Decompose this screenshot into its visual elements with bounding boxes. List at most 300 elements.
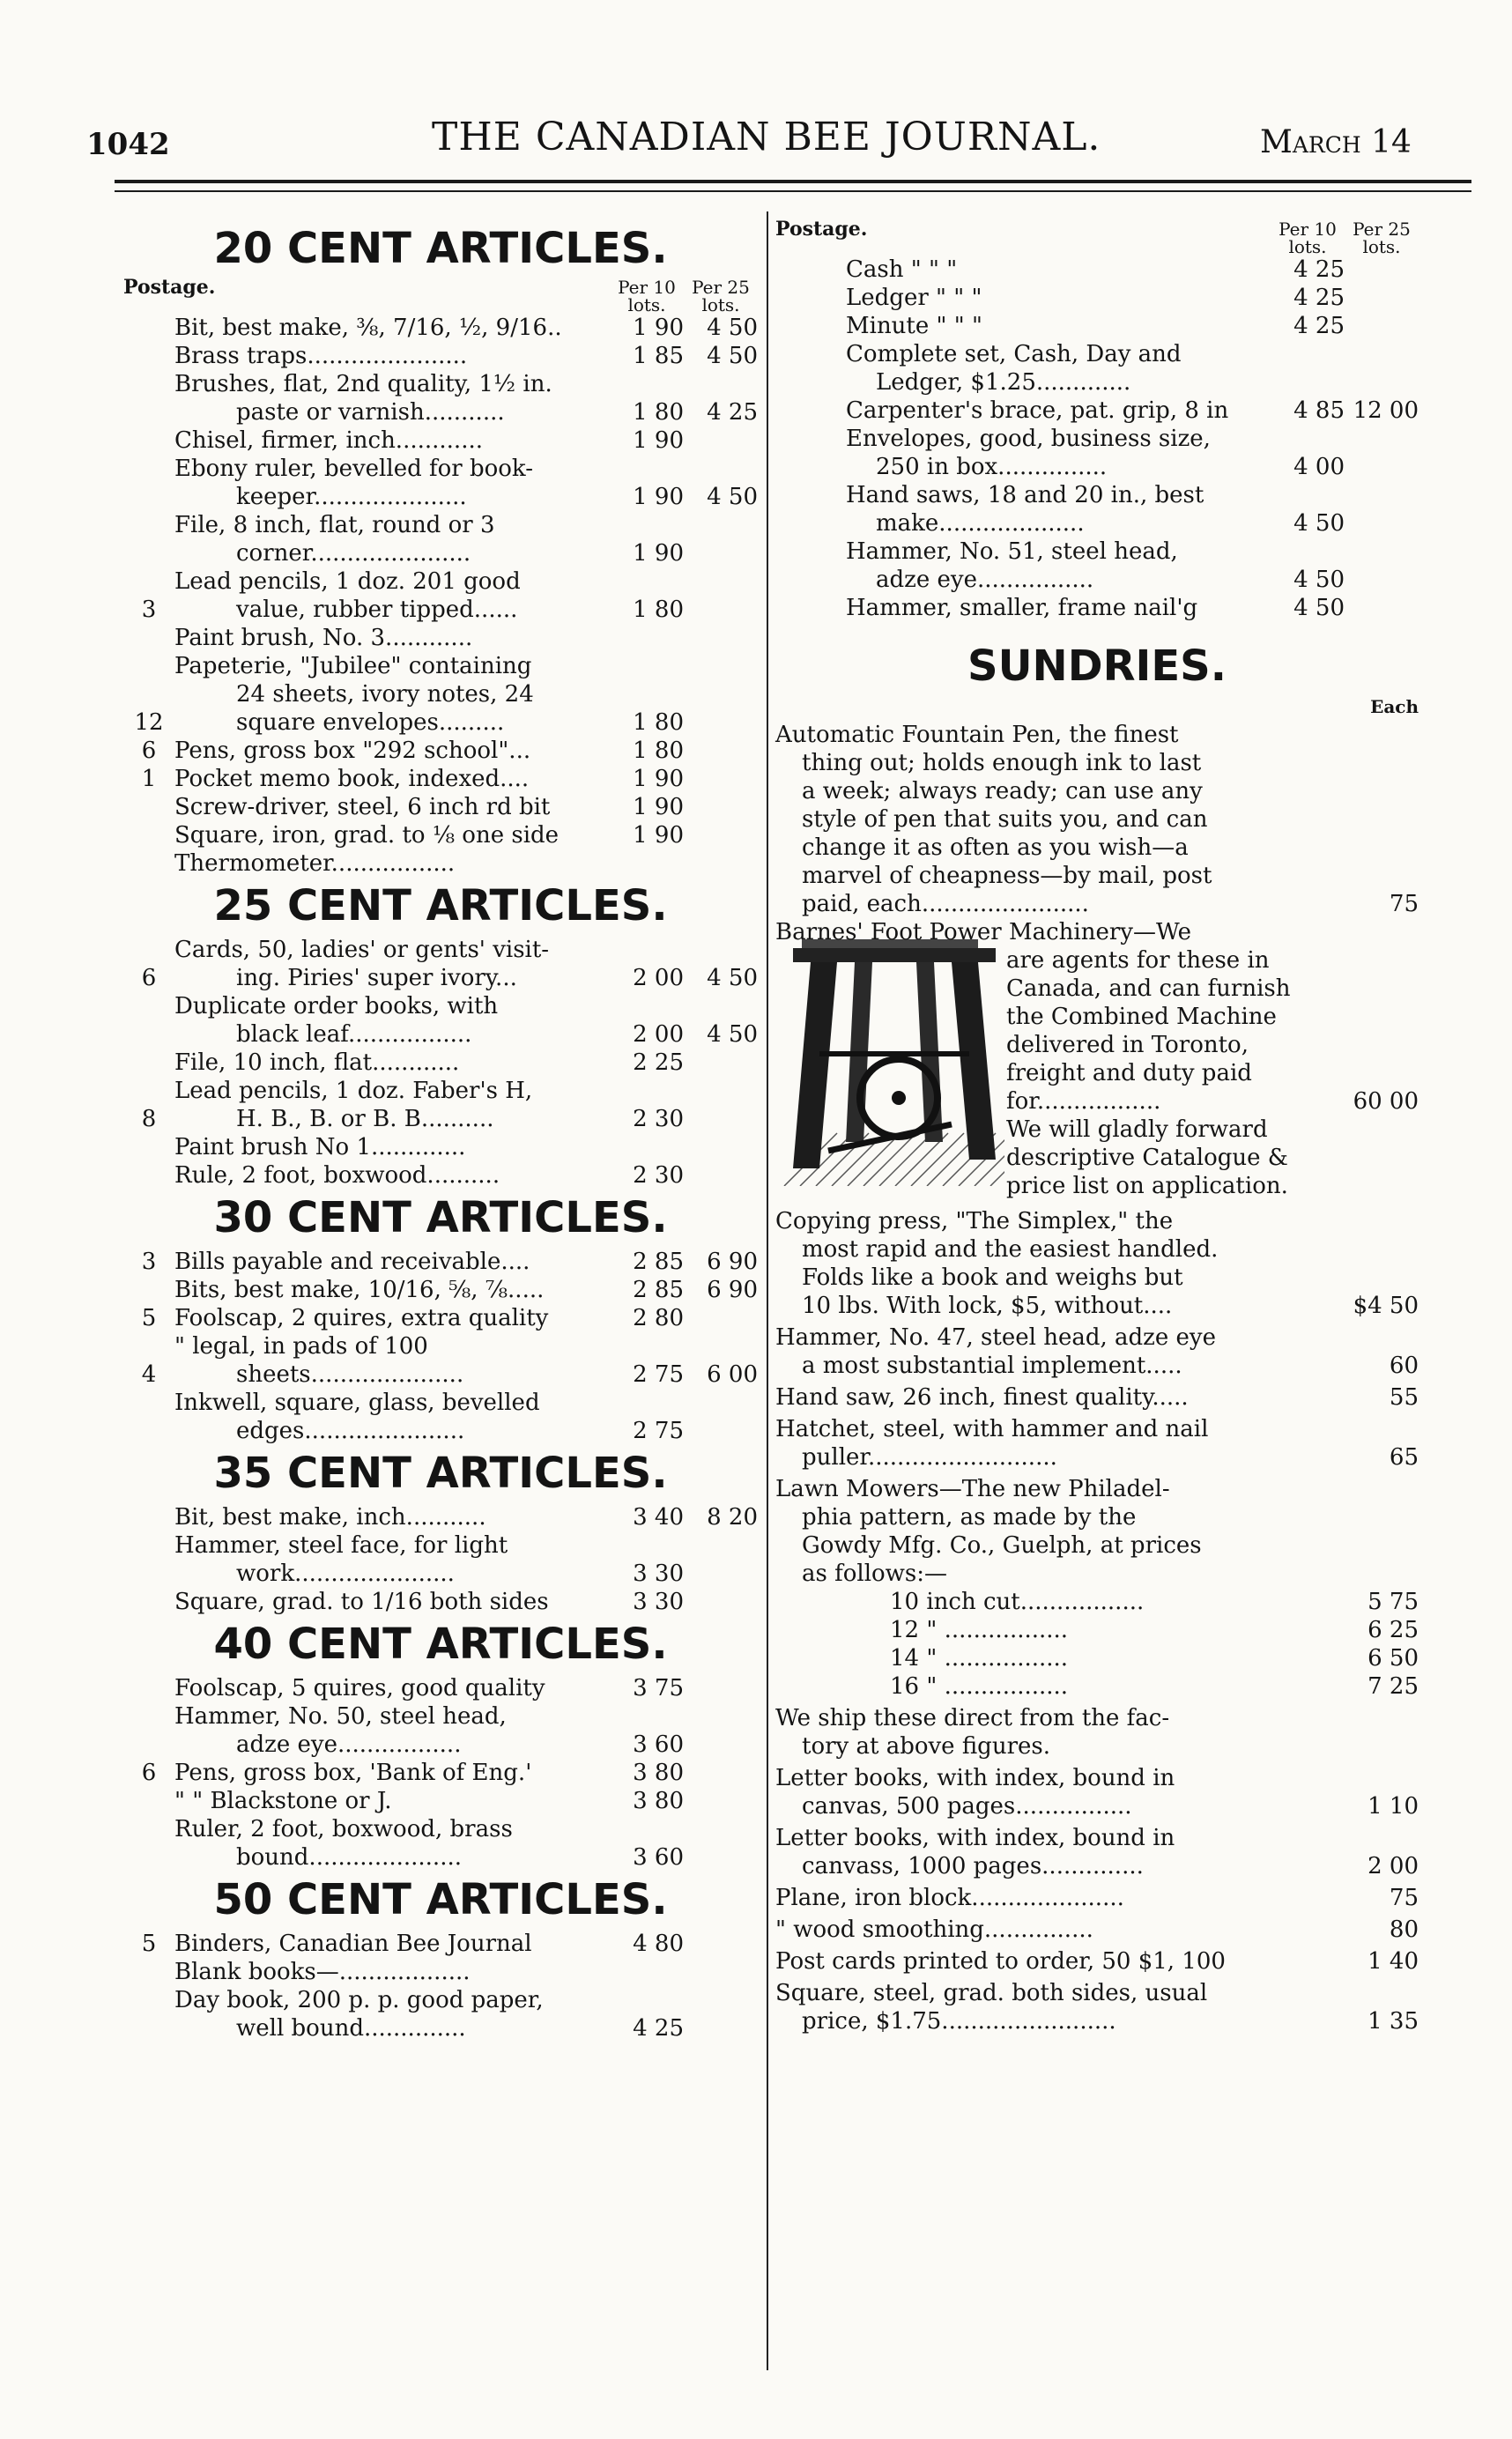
price-per25: 12 00 bbox=[1353, 397, 1419, 424]
machine-description bbox=[775, 918, 1419, 1200]
item-line: Envelopes, good, business size, bbox=[846, 426, 1211, 452]
price-column-header bbox=[775, 220, 1419, 256]
item-price: 75 bbox=[1389, 891, 1419, 917]
postage-mark: 1 bbox=[141, 766, 157, 792]
item-line: tory at above figures. bbox=[802, 1733, 1050, 1760]
price-per25: 4 50 bbox=[707, 315, 758, 341]
machine-block bbox=[775, 918, 1419, 1204]
item-line: Square, grad. to 1/16 both sides bbox=[174, 1589, 549, 1615]
issue-date: March 14 bbox=[1260, 124, 1412, 160]
mower-row bbox=[775, 1644, 1419, 1672]
list-item bbox=[123, 1930, 758, 1958]
list-item bbox=[775, 312, 1419, 340]
list-item bbox=[123, 1503, 758, 1531]
item-description bbox=[174, 652, 610, 737]
price-per10: 1 80 bbox=[633, 597, 684, 623]
item-description bbox=[775, 721, 1313, 918]
item-description bbox=[174, 765, 610, 793]
list-item bbox=[123, 314, 758, 342]
item-description bbox=[775, 1415, 1313, 1472]
price-per10: 4 25 bbox=[633, 2015, 684, 2042]
list-item bbox=[123, 1702, 758, 1759]
mower-row bbox=[775, 1616, 1419, 1644]
price-per10: 2 75 bbox=[633, 1361, 684, 1388]
item-line: Day book, 200 p. p. good paper, bbox=[174, 1987, 544, 2013]
list-item bbox=[123, 765, 758, 793]
item-line: Automatic Fountain Pen, the finest bbox=[775, 722, 1179, 748]
item-line: Letter books, with index, bound in bbox=[775, 1825, 1175, 1851]
item-line: Plane, iron block..................... bbox=[775, 1885, 1124, 1911]
item-line: " legal, in pads of 100 bbox=[174, 1333, 428, 1360]
item-description bbox=[174, 1133, 610, 1161]
list-item bbox=[123, 1531, 758, 1588]
item-line: Carpenter's brace, pat. grip, 8 in bbox=[846, 397, 1229, 424]
list-item bbox=[775, 1824, 1419, 1880]
item-line: Cards, 50, ladies' or gents' visit- bbox=[174, 937, 550, 963]
item-line: paid, each....................... bbox=[802, 891, 1089, 917]
item-line: Cash " " " bbox=[846, 256, 958, 283]
price-column-header bbox=[123, 278, 758, 314]
list-item bbox=[775, 397, 1419, 425]
list-item bbox=[123, 1049, 758, 1077]
item-line: Bit, best make, inch........... bbox=[174, 1504, 486, 1531]
item-description bbox=[775, 1764, 1313, 1820]
list-item bbox=[123, 455, 758, 511]
price-per10: 2 75 bbox=[633, 1418, 684, 1444]
item-line: change it as often as you wish—a bbox=[802, 834, 1189, 861]
item-description bbox=[174, 342, 610, 370]
item-line: Lead pencils, 1 doz. 201 good bbox=[174, 568, 521, 595]
item-description bbox=[174, 1503, 610, 1531]
left-column bbox=[123, 220, 758, 2042]
item-description bbox=[174, 1930, 610, 1958]
list-item bbox=[123, 1161, 758, 1190]
list-item bbox=[123, 1759, 758, 1787]
price-per10: 3 40 bbox=[633, 1504, 684, 1531]
price-per25: 8 20 bbox=[707, 1504, 758, 1531]
list-item bbox=[123, 1588, 758, 1616]
item-price: 80 bbox=[1389, 1916, 1419, 1943]
item-line: Inkwell, square, glass, bevelled bbox=[174, 1390, 540, 1416]
item-line: Hand saws, 18 and 20 in., best bbox=[846, 482, 1204, 508]
list-item bbox=[123, 1389, 758, 1445]
list-item bbox=[775, 1947, 1419, 1976]
item-line: Folds like a book and weighs but bbox=[802, 1264, 1183, 1291]
item-line: Barnes' Foot Power Machinery—We bbox=[775, 919, 1191, 945]
list-item bbox=[123, 426, 758, 455]
item-description bbox=[174, 1674, 610, 1702]
price-per25: 4 50 bbox=[707, 965, 758, 991]
postage-mark: 6 bbox=[141, 965, 157, 991]
item-line: puller.......................... bbox=[802, 1444, 1057, 1471]
price-per10: 4 25 bbox=[1293, 285, 1345, 311]
item-price: 1 10 bbox=[1367, 1793, 1419, 1820]
list-item bbox=[775, 1916, 1419, 1944]
mower-size: 12 " ................. bbox=[890, 1617, 1069, 1643]
item-description bbox=[174, 455, 610, 511]
price-per10: 2 85 bbox=[633, 1277, 684, 1303]
list-item bbox=[123, 1815, 758, 1872]
per10-label: Per 10 lots. bbox=[618, 277, 676, 315]
item-line: Lead pencils, 1 doz. Faber's H, bbox=[174, 1078, 533, 1104]
item-line: descriptive Catalogue & bbox=[1006, 1145, 1288, 1171]
item-line: make.................... bbox=[876, 510, 1085, 537]
item-line: 10 lbs. With lock, $5, without.... bbox=[802, 1293, 1173, 1319]
list-item bbox=[123, 1248, 758, 1276]
item-description bbox=[174, 1248, 610, 1276]
item-description bbox=[846, 284, 1271, 312]
list-item bbox=[123, 992, 758, 1049]
item-description bbox=[174, 567, 610, 624]
item-line: Paint brush No 1............. bbox=[174, 1134, 466, 1160]
item-description bbox=[846, 594, 1271, 622]
mower-price: 7 25 bbox=[1367, 1673, 1419, 1700]
price-per10: 3 80 bbox=[633, 1788, 684, 1814]
item-line: " " Blackstone or J. bbox=[174, 1788, 392, 1814]
item-line: well bound.............. bbox=[236, 2015, 466, 2042]
item-line: freight and duty paid bbox=[1006, 1060, 1252, 1086]
price-per10: 3 60 bbox=[633, 1844, 684, 1871]
item-line: Papeterie, "Jubilee" containing bbox=[174, 653, 532, 679]
item-line: Hand saw, 26 inch, finest quality..... bbox=[775, 1384, 1189, 1411]
mower-size: 16 " ................. bbox=[890, 1673, 1069, 1700]
section-heading: 30 CENT ARTICLES. bbox=[213, 1193, 668, 1242]
item-line: 24 sheets, ivory notes, 24 bbox=[236, 681, 534, 708]
item-line: ing. Piries' super ivory... bbox=[236, 965, 517, 991]
list-item bbox=[123, 1674, 758, 1702]
item-line: Thermometer................. bbox=[174, 850, 456, 877]
price-per10: 1 90 bbox=[633, 484, 684, 510]
item-line: Ebony ruler, bevelled for book- bbox=[174, 456, 533, 482]
list-item bbox=[123, 1332, 758, 1389]
price-per10: 1 90 bbox=[633, 822, 684, 849]
price-per10: 1 90 bbox=[633, 540, 684, 567]
item-line: the Combined Machine bbox=[1006, 1004, 1277, 1030]
price-per10: 4 25 bbox=[1293, 313, 1345, 339]
item-line: Bills payable and receivable.... bbox=[174, 1249, 530, 1275]
item-price: $4 50 bbox=[1353, 1293, 1419, 1319]
item-description bbox=[174, 1958, 610, 1986]
price-per25: 4 50 bbox=[707, 1021, 758, 1048]
item-description bbox=[775, 1704, 1313, 1761]
postage-mark: 4 bbox=[141, 1361, 157, 1388]
list-item bbox=[123, 511, 758, 567]
item-line: sheets..................... bbox=[236, 1361, 464, 1388]
list-item bbox=[775, 1323, 1419, 1380]
list-item bbox=[123, 849, 758, 878]
price-per25: 4 50 bbox=[707, 343, 758, 369]
item-description bbox=[174, 1161, 610, 1190]
item-description bbox=[174, 370, 610, 426]
list-item bbox=[775, 594, 1419, 622]
price-per10: 1 80 bbox=[633, 738, 684, 764]
price-per10: 1 90 bbox=[633, 794, 684, 820]
item-description bbox=[174, 1702, 610, 1759]
item-description bbox=[174, 1077, 610, 1133]
item-description bbox=[846, 537, 1271, 594]
item-description bbox=[775, 1383, 1313, 1412]
item-line: Hammer, steel face, for light bbox=[174, 1532, 508, 1559]
item-line: Square, iron, grad. to ⅛ one side bbox=[174, 822, 560, 849]
item-line: Pens, gross box "292 school"... bbox=[174, 738, 531, 764]
each-label: Each bbox=[1370, 696, 1419, 717]
item-description bbox=[174, 1389, 610, 1445]
item-description bbox=[846, 340, 1271, 397]
list-item bbox=[775, 721, 1419, 918]
item-line: a most substantial implement..... bbox=[802, 1353, 1182, 1379]
postage-mark: 12 bbox=[134, 709, 164, 736]
item-description bbox=[775, 1323, 1313, 1380]
item-line: Binders, Canadian Bee Journal bbox=[174, 1931, 532, 1957]
item-description bbox=[846, 481, 1271, 537]
item-description bbox=[846, 397, 1271, 425]
price-per25: 6 90 bbox=[707, 1277, 758, 1303]
price-per25: 6 90 bbox=[707, 1249, 758, 1275]
item-price: 55 bbox=[1389, 1384, 1419, 1411]
item-description bbox=[846, 256, 1271, 284]
list-item bbox=[775, 481, 1419, 537]
item-description bbox=[174, 314, 610, 342]
item-description bbox=[174, 992, 610, 1049]
item-line: keeper..................... bbox=[236, 484, 467, 510]
item-line: paste or varnish........... bbox=[236, 399, 505, 426]
item-line: most rapid and the easiest handled. bbox=[802, 1236, 1219, 1263]
section-heading: 40 CENT ARTICLES. bbox=[213, 1620, 668, 1669]
price-per10: 4 85 bbox=[1293, 397, 1345, 424]
per25-label: Per 25 lots. bbox=[1353, 219, 1411, 257]
item-line: adze eye................ bbox=[876, 567, 1094, 593]
item-line: " wood smoothing............... bbox=[775, 1916, 1093, 1943]
item-line: Chisel, firmer, inch............ bbox=[174, 427, 483, 454]
item-description bbox=[174, 1049, 610, 1077]
item-line: square envelopes......... bbox=[236, 709, 505, 736]
price-per25: 6 00 bbox=[707, 1361, 758, 1388]
price-per10: 3 75 bbox=[633, 1675, 684, 1701]
item-description bbox=[174, 511, 610, 567]
price-per10: 2 30 bbox=[633, 1162, 684, 1189]
list-item bbox=[123, 936, 758, 992]
list-item bbox=[775, 284, 1419, 312]
right-column bbox=[775, 220, 1419, 2035]
item-description bbox=[174, 1332, 610, 1389]
list-item bbox=[775, 1475, 1419, 1588]
price-per10: 4 50 bbox=[1293, 510, 1345, 537]
item-line: We will gladly forward bbox=[1006, 1116, 1268, 1143]
postage-mark: 6 bbox=[141, 1760, 157, 1786]
item-price: 1 35 bbox=[1367, 2008, 1419, 2035]
list-item bbox=[775, 1704, 1419, 1761]
mower-row bbox=[775, 1588, 1419, 1616]
mower-price: 6 25 bbox=[1367, 1617, 1419, 1643]
mower-size: 10 inch cut................. bbox=[890, 1589, 1145, 1615]
item-description bbox=[775, 1947, 1313, 1976]
price-per10: 4 50 bbox=[1293, 567, 1345, 593]
postage-mark: 5 bbox=[141, 1305, 157, 1331]
list-item bbox=[775, 425, 1419, 481]
list-item bbox=[123, 1077, 758, 1133]
postage-label: Postage. bbox=[123, 276, 216, 299]
price-per10: 2 00 bbox=[633, 1021, 684, 1048]
item-description bbox=[775, 1916, 1313, 1944]
item-line: We ship these direct from the fac- bbox=[775, 1705, 1170, 1731]
page-header bbox=[0, 115, 1512, 176]
price-per10: 2 85 bbox=[633, 1249, 684, 1275]
price-per10: 1 90 bbox=[633, 766, 684, 792]
item-description bbox=[775, 1979, 1313, 2035]
item-description bbox=[174, 426, 610, 455]
per10-label: Per 10 lots. bbox=[1279, 219, 1337, 257]
item-description bbox=[174, 793, 610, 821]
price-per10: 3 30 bbox=[633, 1589, 684, 1615]
item-description bbox=[846, 425, 1271, 481]
postage-mark: 5 bbox=[141, 1931, 157, 1957]
list-item bbox=[775, 1884, 1419, 1912]
price-per10: 1 90 bbox=[633, 315, 684, 341]
section-heading: 50 CENT ARTICLES. bbox=[213, 1875, 668, 1924]
price-per10: 3 60 bbox=[633, 1731, 684, 1758]
item-line: black leaf................. bbox=[236, 1021, 472, 1048]
item-line: for................. bbox=[1006, 1088, 1161, 1115]
item-price: 2 00 bbox=[1367, 1853, 1419, 1879]
postage-mark: 3 bbox=[141, 597, 157, 623]
item-line: Hammer, smaller, frame nail'g bbox=[846, 595, 1198, 621]
item-description bbox=[174, 1304, 610, 1332]
item-description bbox=[174, 1759, 610, 1787]
item-line: value, rubber tipped...... bbox=[236, 597, 518, 623]
item-line: Paint brush, No. 3............ bbox=[174, 625, 473, 651]
item-line: edges...................... bbox=[236, 1418, 465, 1444]
mower-size: 14 " ................. bbox=[890, 1645, 1069, 1672]
list-item bbox=[775, 1979, 1419, 2035]
list-item bbox=[123, 821, 758, 849]
list-item bbox=[123, 652, 758, 737]
item-line: Copying press, "The Simplex," the bbox=[775, 1208, 1174, 1234]
item-description bbox=[174, 821, 610, 849]
item-description bbox=[174, 1276, 610, 1304]
item-line: Square, steel, grad. both sides, usual bbox=[775, 1980, 1208, 2006]
price-per10: 3 80 bbox=[633, 1760, 684, 1786]
item-line: Hatchet, steel, with hammer and nail bbox=[775, 1416, 1209, 1442]
item-price: 60 bbox=[1389, 1353, 1419, 1379]
price-per10: 1 85 bbox=[633, 343, 684, 369]
header-rule-thin bbox=[115, 190, 1471, 192]
list-item bbox=[775, 340, 1419, 397]
item-line: thing out; holds enough ink to last bbox=[802, 750, 1202, 776]
item-line: Duplicate order books, with bbox=[174, 993, 499, 1019]
header-rule bbox=[115, 180, 1471, 183]
price-per10: 2 30 bbox=[633, 1106, 684, 1132]
list-item bbox=[775, 1383, 1419, 1412]
list-item bbox=[123, 1958, 758, 1986]
item-line: corner...................... bbox=[236, 540, 471, 567]
item-line: price list on application. bbox=[1006, 1173, 1288, 1199]
foot-power-machine-illustration bbox=[775, 922, 1004, 1186]
item-line: a week; always ready; can use any bbox=[802, 778, 1203, 804]
item-line: Blank books—.................. bbox=[174, 1959, 471, 1985]
price-per10: 2 00 bbox=[633, 965, 684, 991]
item-price: 1 40 bbox=[1367, 1948, 1419, 1975]
item-line: Ruler, 2 foot, boxwood, brass bbox=[174, 1816, 513, 1842]
item-description bbox=[174, 849, 610, 878]
item-line: File, 10 inch, flat............ bbox=[174, 1049, 460, 1076]
list-item bbox=[123, 1304, 758, 1332]
list-item bbox=[775, 256, 1419, 284]
list-item bbox=[775, 1415, 1419, 1472]
item-line: phia pattern, as made by the bbox=[802, 1504, 1137, 1531]
section-heading: 25 CENT ARTICLES. bbox=[213, 881, 668, 930]
item-line: 250 in box............... bbox=[876, 454, 1108, 480]
item-description bbox=[174, 1531, 610, 1588]
list-item bbox=[123, 1986, 758, 2042]
item-line: Bits, best make, 10/16, ⅝, ⅞..... bbox=[174, 1277, 545, 1303]
price-per10: 1 80 bbox=[633, 399, 684, 426]
item-line: Pocket memo book, indexed.... bbox=[174, 766, 530, 792]
item-line: Minute " " " bbox=[846, 313, 982, 339]
item-line: Complete set, Cash, Day and bbox=[846, 341, 1182, 367]
item-line: Rule, 2 foot, boxwood.......... bbox=[174, 1162, 500, 1189]
price-per10: 1 80 bbox=[633, 709, 684, 736]
list-item bbox=[123, 370, 758, 426]
item-line: Canada, and can furnish bbox=[1006, 975, 1291, 1002]
list-item bbox=[123, 342, 758, 370]
item-line: Pens, gross box, 'Bank of Eng.' bbox=[174, 1760, 532, 1786]
price-per10: 2 80 bbox=[633, 1305, 684, 1331]
item-line: H. B., B. or B. B.......... bbox=[236, 1106, 494, 1132]
item-description bbox=[174, 624, 610, 652]
list-item bbox=[123, 1787, 758, 1815]
price-per10: 4 50 bbox=[1293, 595, 1345, 621]
price-per25: 4 25 bbox=[707, 399, 758, 426]
item-price: 65 bbox=[1389, 1444, 1419, 1471]
price-per10: 3 30 bbox=[633, 1561, 684, 1587]
sundries-heading: SUNDRIES. bbox=[967, 641, 1227, 691]
item-description bbox=[174, 1787, 610, 1815]
item-line: Screw-driver, steel, 6 inch rd bit bbox=[174, 794, 551, 820]
journal-title: THE CANADIAN BEE JOURNAL. bbox=[432, 115, 1101, 159]
item-line: canvas, 500 pages................ bbox=[802, 1793, 1132, 1820]
machine-price-row bbox=[1006, 1087, 1419, 1116]
item-line: marvel of cheapness—by mail, post bbox=[802, 863, 1212, 889]
item-line: canvass, 1000 pages.............. bbox=[802, 1853, 1144, 1879]
item-line: Gowdy Mfg. Co., Guelph, at prices bbox=[802, 1532, 1202, 1559]
list-item bbox=[123, 1276, 758, 1304]
postage-label: Postage. bbox=[775, 218, 868, 241]
item-description bbox=[174, 1815, 610, 1872]
mower-row bbox=[775, 1672, 1419, 1701]
item-line: Hammer, No. 51, steel head, bbox=[846, 538, 1178, 565]
item-line: are agents for these in bbox=[1006, 947, 1270, 974]
postage-mark: 3 bbox=[141, 1249, 157, 1275]
item-description bbox=[775, 1207, 1313, 1320]
price-per10: 4 80 bbox=[633, 1931, 684, 1957]
postage-mark: 6 bbox=[141, 738, 157, 764]
item-line: as follows:— bbox=[802, 1561, 948, 1587]
item-line: bound..................... bbox=[236, 1844, 462, 1871]
list-item bbox=[123, 624, 758, 652]
list-item bbox=[123, 567, 758, 624]
item-description bbox=[775, 1884, 1313, 1912]
price-per25: 4 50 bbox=[707, 484, 758, 510]
item-line: Letter books, with index, bound in bbox=[775, 1765, 1175, 1791]
item-price: 75 bbox=[1389, 1885, 1419, 1911]
postage-mark: 8 bbox=[141, 1106, 157, 1132]
item-line: adze eye................. bbox=[236, 1731, 462, 1758]
item-line: Brushes, flat, 2nd quality, 1½ in. bbox=[174, 371, 552, 397]
mower-price: 6 50 bbox=[1367, 1645, 1419, 1672]
item-line: Hammer, No. 50, steel head, bbox=[174, 1703, 507, 1730]
list-item bbox=[775, 1207, 1419, 1320]
item-description bbox=[775, 1475, 1313, 1588]
